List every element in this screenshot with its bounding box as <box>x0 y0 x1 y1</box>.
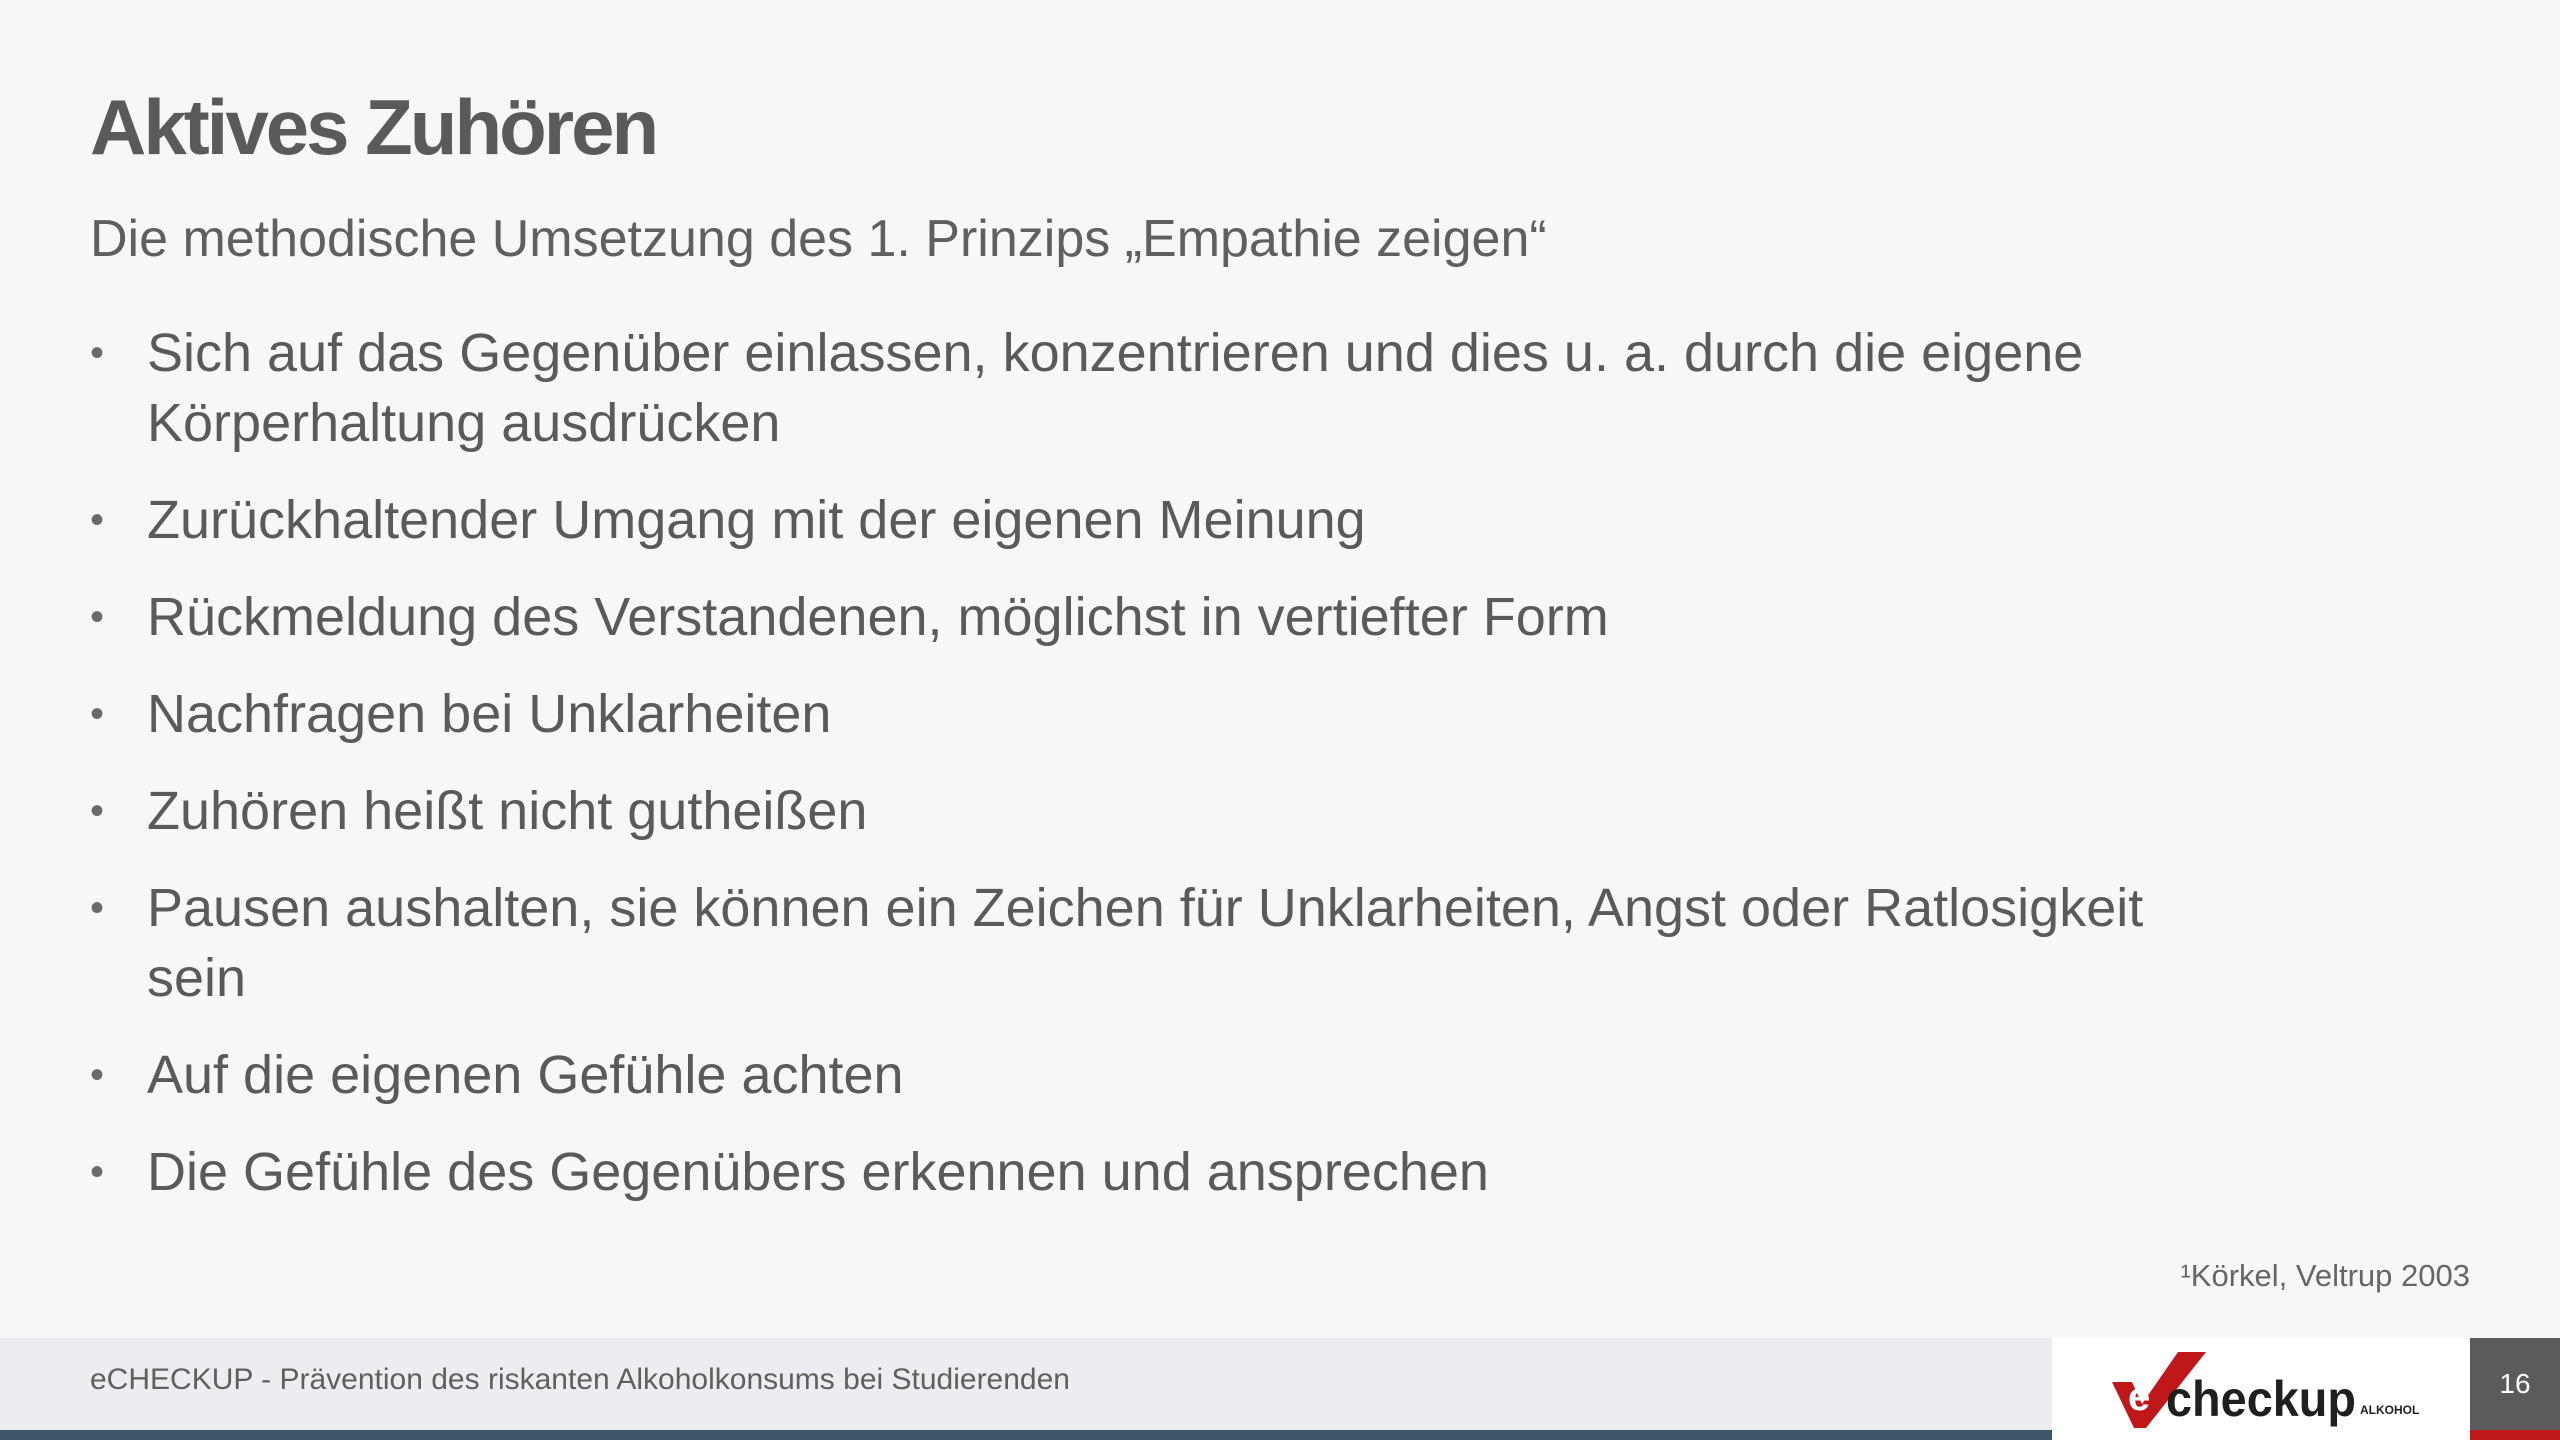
bullet-icon: • <box>90 692 105 736</box>
bullet-icon: • <box>90 1053 105 1097</box>
bullet-text: Sich auf das Gegenüber einlassen, konzentrieren und dies u. a. durch die eigene Körperhaltung ausdrücken <box>147 323 2084 453</box>
logo-letter: e <box>2128 1375 2151 1419</box>
bullet-text: Rückmeldung des Verstandenen, möglichst in vertiefter Form <box>147 587 1609 647</box>
bullet-text: Pausen aushalten, sie können ein Zeichen für Unklarheiten, Angst oder Ratlosigkeit sein <box>147 878 2144 1008</box>
bullet-icon: • <box>90 1150 105 1194</box>
footer-text: eCHECKUP - Prävention des riskanten Alkoholkonsums bei Studierenden <box>90 1363 1070 1396</box>
logo-tag: ALKOHOL <box>2360 1403 2420 1417</box>
slide-subtitle: Die methodische Umsetzung des 1. Prinzips „Empathie zeigen“ <box>90 210 1547 268</box>
page-accent-line <box>2470 1430 2560 1440</box>
bullet-text: Nachfragen bei Unklarheiten <box>147 684 832 744</box>
bullet-item <box>90 873 2440 1013</box>
bullet-icon: • <box>90 789 105 833</box>
slide-title: Aktives Zuhören <box>90 83 657 171</box>
bullet-icon: • <box>90 498 105 542</box>
logo-word: checkup <box>2166 1371 2356 1427</box>
bullet-text: Die Gefühle des Gegenübers erkennen und ansprechen <box>147 1142 1489 1202</box>
bullet-list <box>90 318 2440 1234</box>
bullet-icon: • <box>90 886 105 930</box>
echeckup-logo <box>2108 1346 2428 1436</box>
bullet-item <box>90 318 2440 458</box>
page-number: 16 <box>2470 1338 2560 1430</box>
bullet-item <box>90 485 2440 555</box>
bullet-text: Zuhören heißt nicht gutheißen <box>147 781 868 841</box>
bullet-item <box>90 679 2440 749</box>
bullet-text: Auf die eigenen Gefühle achten <box>147 1045 904 1105</box>
bullet-item <box>90 1040 2440 1110</box>
citation: ¹Körkel, Veltrup 2003 <box>2180 1258 2470 1293</box>
bullet-icon: • <box>90 595 105 639</box>
footer-accent-line <box>0 1430 2052 1440</box>
bullet-item <box>90 776 2440 846</box>
bullet-item <box>90 1137 2440 1207</box>
bullet-icon: • <box>90 331 105 375</box>
logo-area <box>2052 1338 2470 1440</box>
bullet-text: Zurückhaltender Umgang mit der eigenen Meinung <box>147 490 1366 550</box>
bullet-item <box>90 582 2440 652</box>
